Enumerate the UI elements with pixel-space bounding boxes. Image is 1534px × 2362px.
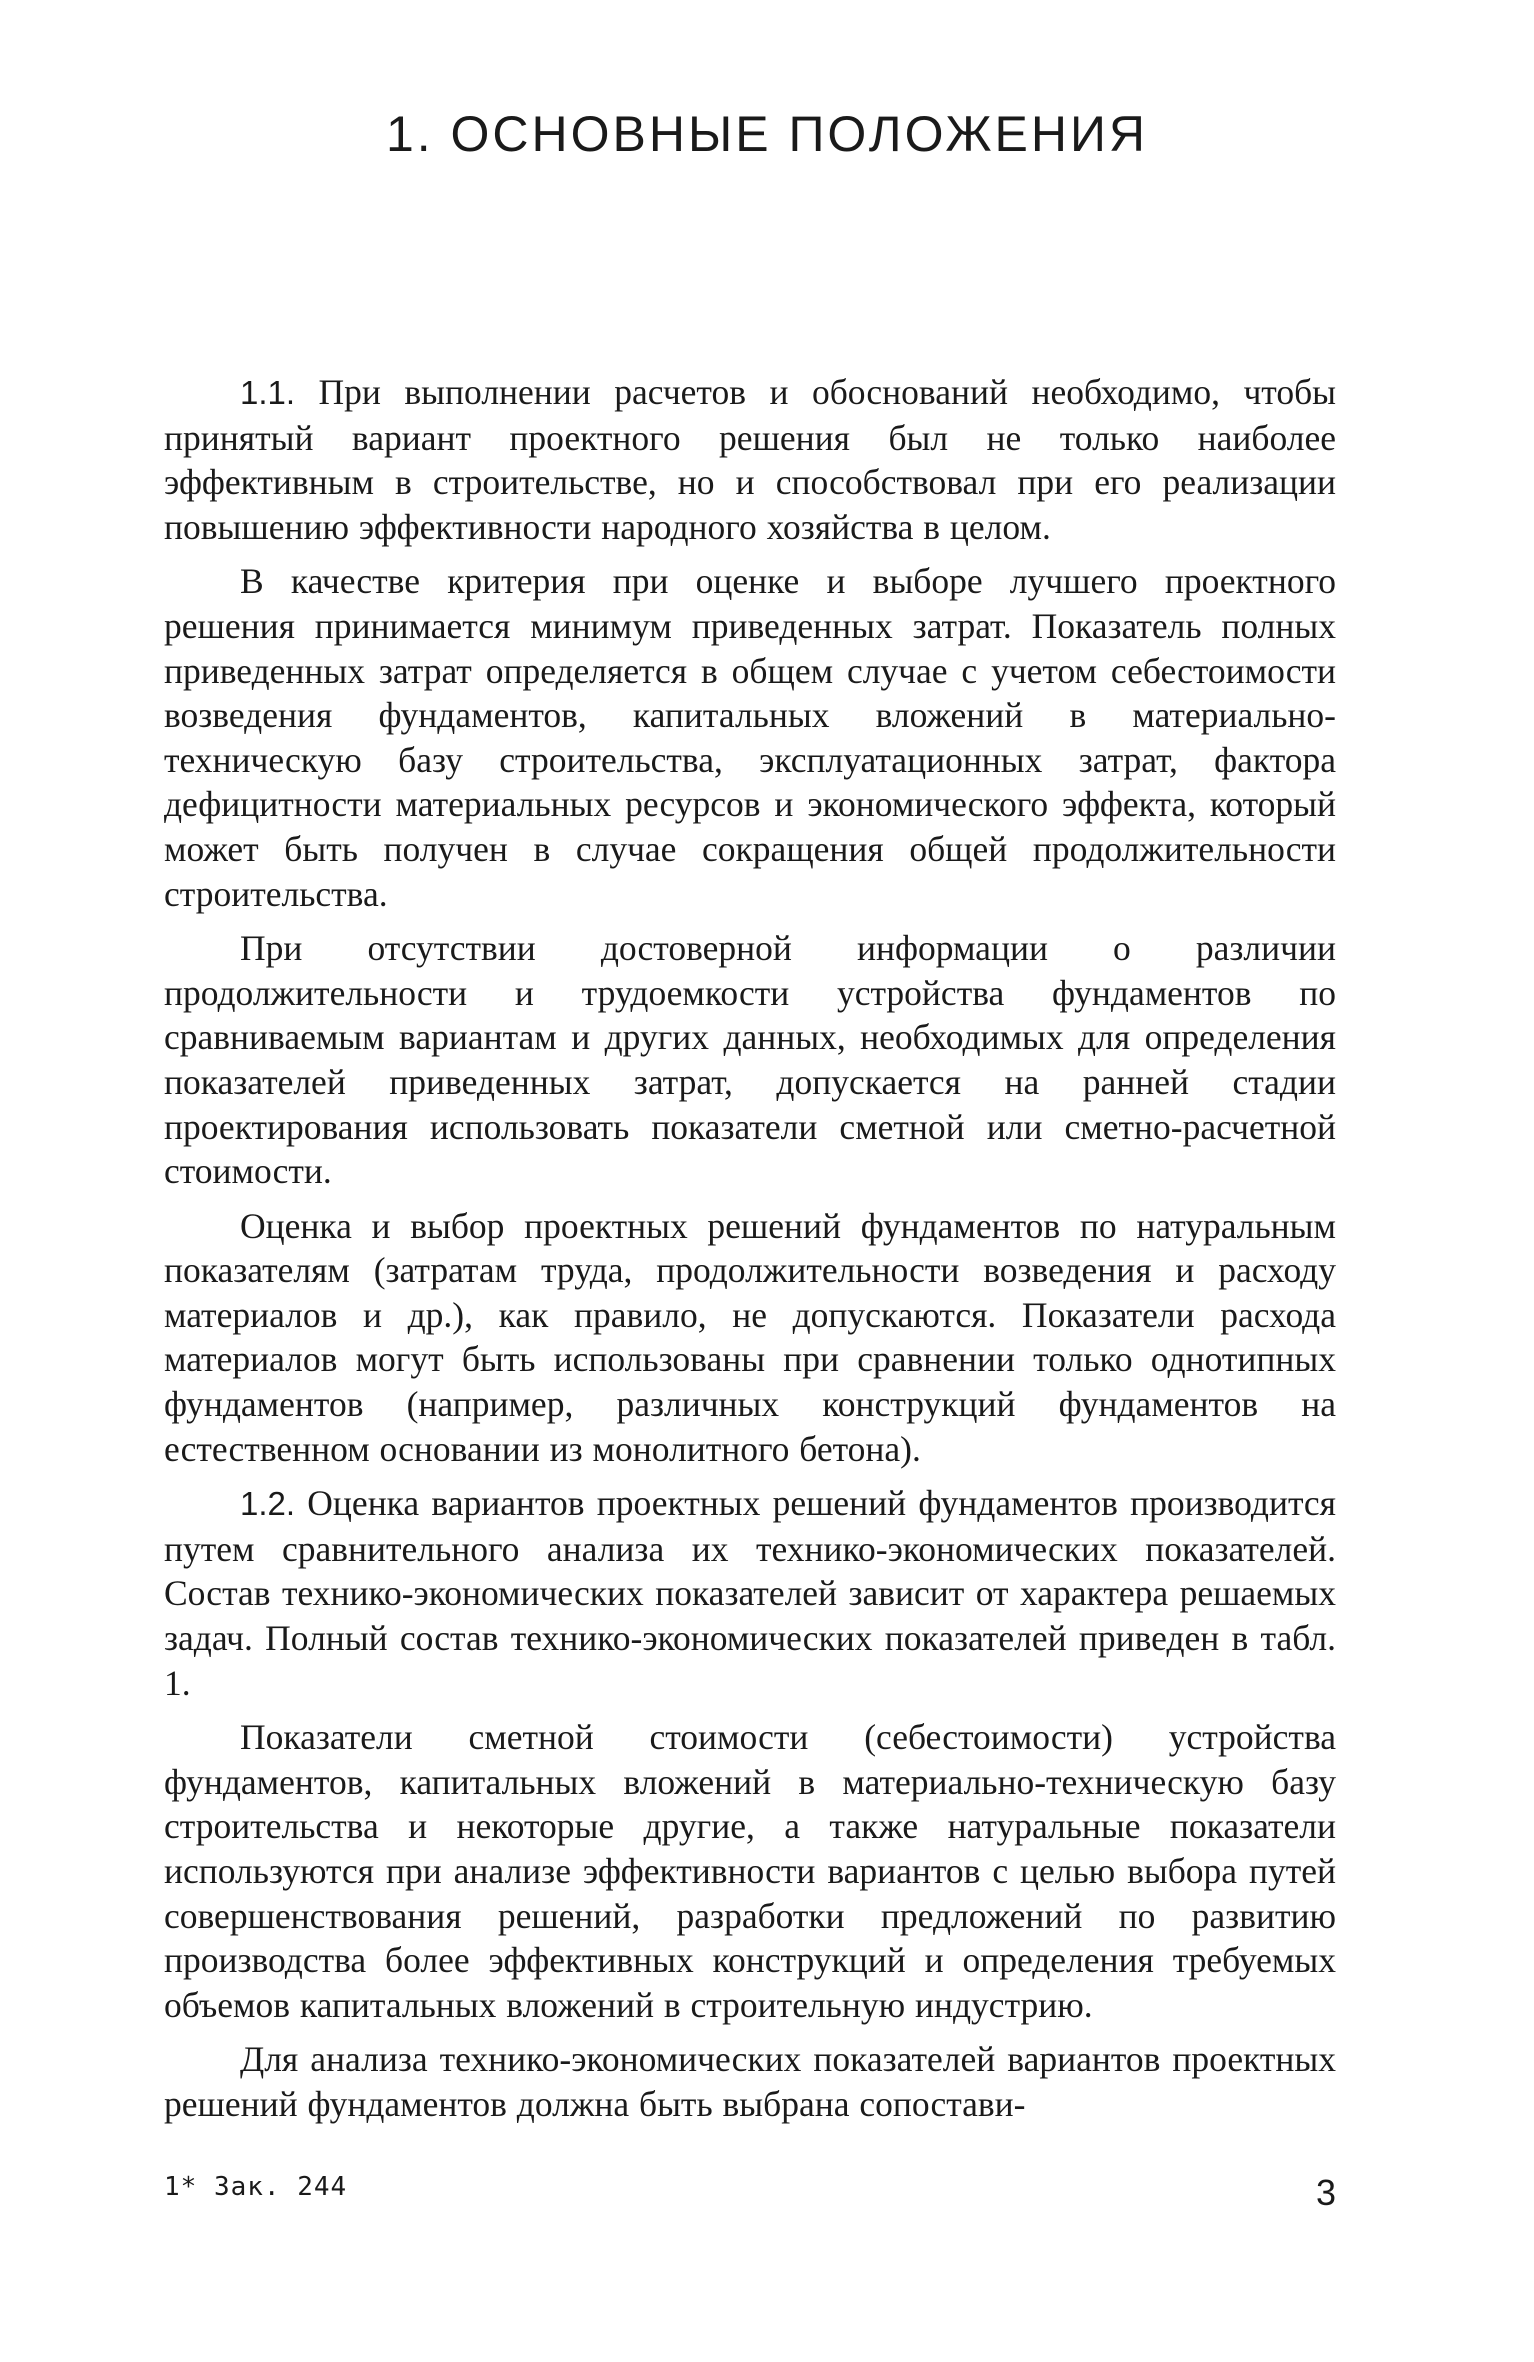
- body-text: [164, 370, 1336, 2137]
- paragraph-no-info: [164, 926, 1336, 1194]
- section-heading: 1. ОСНОВНЫЕ ПОЛОЖЕНИЯ: [385, 106, 1149, 162]
- paragraph-text: В качестве критерия при оценке и выборе лучшего проектного решения принимается минимум приведенных затрат. Показатель полных приведенных затрат определяется в общем случае с учетом себестоимости возведения фундаментов, капитальных вложений в материально-техническую базу строительства, эксплуатационных затрат, фактора дефицитности материальных ресурсов и экономического эффекта, который может быть получен в случае сокращения общей продолжительности строительства.: [164, 561, 1336, 914]
- page-number: 3: [1315, 2172, 1336, 2213]
- paragraph-text: Показатели сметной стоимости (себестоимости) устройства фундаментов, капитальных вложений в материально-техническую базу строительства и некоторые другие, а также натуральные показатели используются при анализе эффективности вариантов с целью выбора путей совершенствования решений, разработки предложений по развитию производства более эффективных конструкций и определения требуемых объемов капитальных вложений в строительную индустрию.: [164, 1717, 1336, 2025]
- paragraph-text: Для анализа технико-экономических показателей вариантов проектных решений фундаментов должна быть выбрана сопостави-: [164, 2039, 1336, 2124]
- paragraph-analysis: [164, 2037, 1336, 2126]
- paragraph-text: При отсутствии достоверной информации о различии продолжительности и трудоемкости устройства фундаментов по сравниваемым вариантам и других данных, необходимых для определения показателей приведенных затрат, допускается на ранней стадии проектирования использовать показатели сметной или сметно-расчетной стоимости.: [164, 928, 1336, 1192]
- paragraph-text: Оценка вариантов проектных решений фундаментов производится путем сравнительного анализа их технико-экономических показателей. Состав технико-экономических показателей зависит от характера решаемых задач. Полный состав технико-экономических показателей приведен в табл. 1.: [164, 1483, 1336, 1703]
- paragraph-1-2: [164, 1481, 1336, 1705]
- paragraph-criterion: [164, 559, 1336, 916]
- paragraph-text: Оценка и выбор проектных решений фундаментов по натуральным показателям (затратам труда, продолжительности возведения и расходу материалов и др.), как правило, не допускаются. Показатели расхода материалов могут быть использованы при сравнении только однотипных фундаментов (например, различных конструкций фундаментов на естественном основании из монолитного бетона).: [164, 1205, 1336, 1469]
- paragraph-natural-indicators: [164, 1204, 1336, 1472]
- paragraph-cost-indicators: [164, 1715, 1336, 2027]
- paragraph-text: При выполнении расчетов и обоснований необходимо, чтобы принятый вариант проектного решения был не только наиболее эффективным в строительстве, но и способствовал при его реализации повышению эффективности народного хозяйства в целом.: [164, 372, 1337, 547]
- page-footer: [164, 2172, 1336, 2222]
- clause-number: 1.2.: [240, 1485, 296, 1523]
- paragraph-1-1: [164, 370, 1336, 549]
- order-mark: 1* Зак. 244: [164, 2172, 348, 2202]
- clause-number: 1.1.: [240, 374, 296, 411]
